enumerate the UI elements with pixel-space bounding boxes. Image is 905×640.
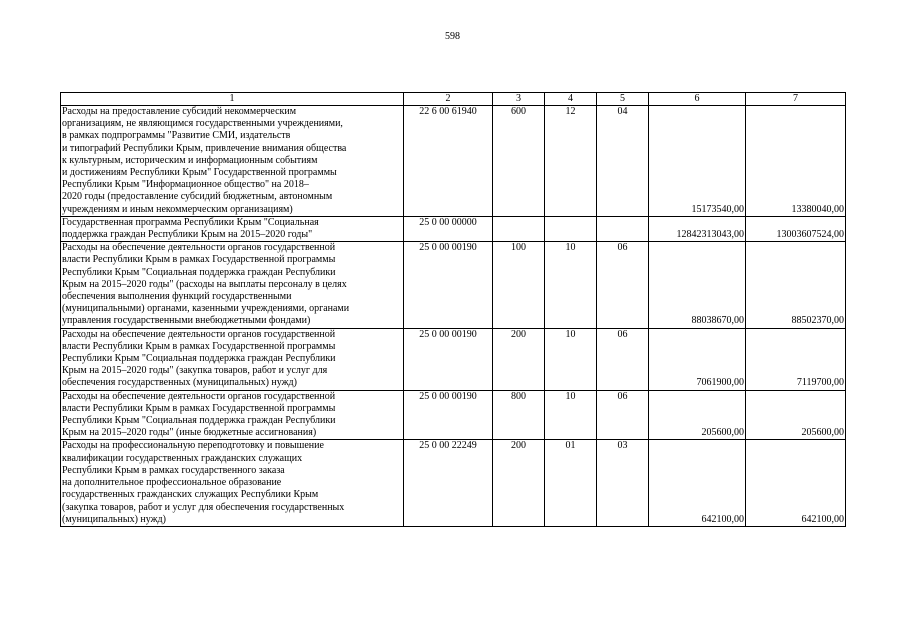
table-row	[61, 328, 846, 390]
amount-year-1: 7061900,00	[649, 328, 746, 390]
amount-year-2: 13003607524,00	[746, 216, 846, 241]
subsection-code: 06	[597, 390, 649, 440]
amount-year-2: 13380040,00	[746, 106, 846, 217]
header-row	[61, 93, 846, 106]
table-row	[61, 440, 846, 526]
amount-year-2: 205600,00	[746, 390, 846, 440]
target-article-code: 25 0 00 00190	[404, 242, 493, 328]
column-header-2: 2	[404, 93, 493, 106]
expense-type-code: 600	[493, 106, 545, 217]
section-code: 10	[545, 390, 597, 440]
expense-name: Расходы на обеспечение деятельности органов государственной власти Республики Крым в рамках Государственной программы Республики Крым "Социальная поддержка граждан Республики Крым на 2015–2020 годы" (закупка товаров, работ и услуг для обеспечения государственных (муниципальных) нужд)	[61, 328, 404, 390]
amount-year-2: 642100,00	[746, 440, 846, 526]
column-header-3: 3	[493, 93, 545, 106]
expense-name: Государственная программа Республики Крым "Социальная поддержка граждан Республики Крым на 2015–2020 годы"	[61, 216, 404, 241]
table-row	[61, 106, 846, 217]
amount-year-2: 88502370,00	[746, 242, 846, 328]
subsection-code: 03	[597, 440, 649, 526]
expense-type-code: 200	[493, 440, 545, 526]
section-code: 10	[545, 328, 597, 390]
table-row	[61, 242, 846, 328]
amount-year-1: 642100,00	[649, 440, 746, 526]
budget-table	[60, 92, 846, 527]
target-article-code: 25 0 00 22249	[404, 440, 493, 526]
expense-name: Расходы на предоставление субсидий некоммерческим организациям, не являющимся государственными учреждениями, в рамках подпрограммы "Развитие СМИ, издательств и типографий Республики Крым, привлечение внимания общества к культурным, историческим и информационным событиям и достижениям Республики Крым" Государственной программы Республики Крым "Информационное общество" на 2018– 2020 годы (предоставление субсидий бюджетным, автономным учреждениям и иным некоммерческим организациям)	[61, 106, 404, 217]
subsection-code: 04	[597, 106, 649, 217]
target-article-code: 22 6 00 61940	[404, 106, 493, 217]
subsection-code	[597, 216, 649, 241]
amount-year-1: 15173540,00	[649, 106, 746, 217]
column-header-6: 6	[649, 93, 746, 106]
table-row	[61, 216, 846, 241]
expense-type-code	[493, 216, 545, 241]
column-header-4: 4	[545, 93, 597, 106]
subsection-code: 06	[597, 242, 649, 328]
expense-type-code: 200	[493, 328, 545, 390]
expense-name: Расходы на обеспечение деятельности органов государственной власти Республики Крым в рамках Государственной программы Республики Крым "Социальная поддержка граждан Республики Крым на 2015–2020 годы" (расходы на выплаты персоналу в целях обеспечения выполнения функций государственными (муниципальными) органами, казенными учреждениями, органами управления государственными внебюджетными фондами)	[61, 242, 404, 328]
section-code: 01	[545, 440, 597, 526]
section-code	[545, 216, 597, 241]
target-article-code: 25 0 00 00190	[404, 328, 493, 390]
column-header-7: 7	[746, 93, 846, 106]
column-header-1: 1	[61, 93, 404, 106]
amount-year-1: 12842313043,00	[649, 216, 746, 241]
expense-name: Расходы на профессиональную переподготовку и повышение квалификации государственных гражданских служащих Республики Крым в рамках государственного заказа на дополнительное профессиональное образование государственных гражданских служащих Республики Крым (закупка товаров, работ и услуг для обеспечения государственных (муниципальных) нужд)	[61, 440, 404, 526]
section-code: 10	[545, 242, 597, 328]
page-number: 598	[445, 31, 460, 42]
amount-year-1: 205600,00	[649, 390, 746, 440]
column-header-5: 5	[597, 93, 649, 106]
expense-name: Расходы на обеспечение деятельности органов государственной власти Республики Крым в рамках Государственной программы Республики Крым "Социальная поддержка граждан Республики Крым на 2015–2020 годы" (иные бюджетные ассигнования)	[61, 390, 404, 440]
table-row	[61, 390, 846, 440]
amount-year-1: 88038670,00	[649, 242, 746, 328]
section-code: 12	[545, 106, 597, 217]
target-article-code: 25 0 00 00000	[404, 216, 493, 241]
expense-type-code: 800	[493, 390, 545, 440]
expense-type-code: 100	[493, 242, 545, 328]
subsection-code: 06	[597, 328, 649, 390]
target-article-code: 25 0 00 00190	[404, 390, 493, 440]
amount-year-2: 7119700,00	[746, 328, 846, 390]
